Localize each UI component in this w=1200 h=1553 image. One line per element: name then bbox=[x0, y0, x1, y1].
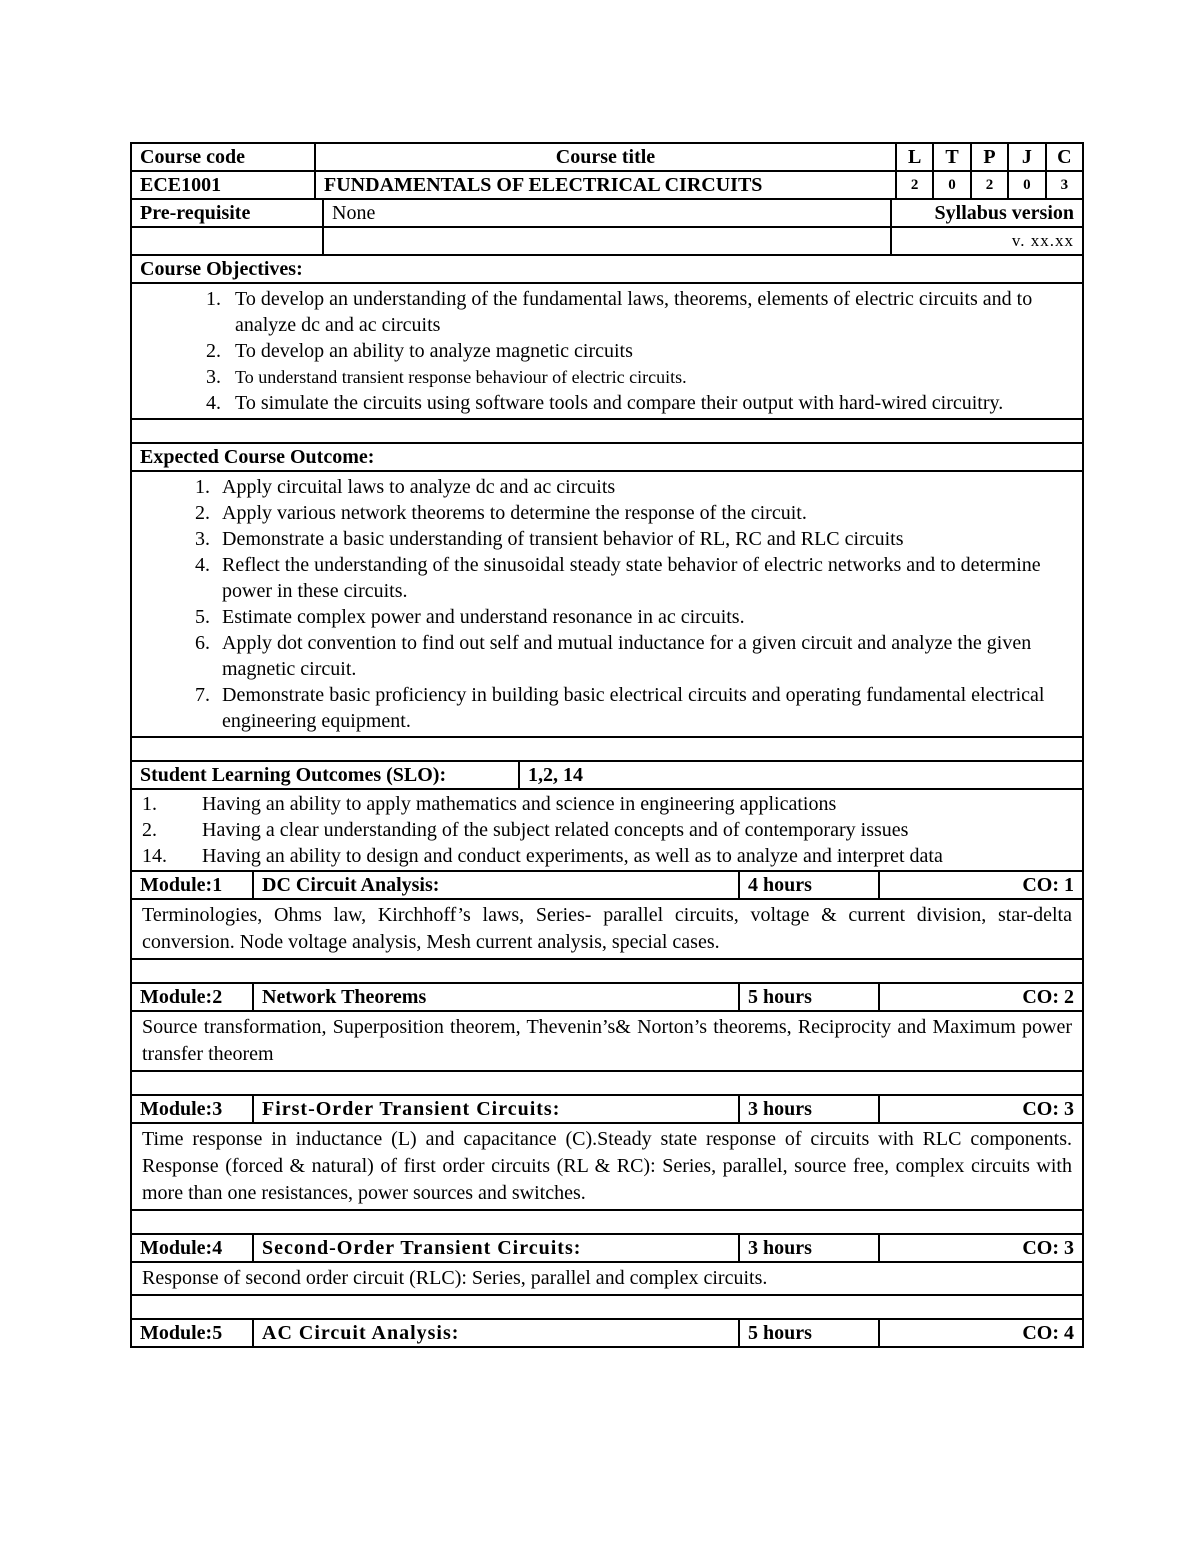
outcomes-list-row bbox=[132, 472, 1082, 738]
syllabus-table bbox=[130, 142, 1084, 1348]
objectives-list bbox=[132, 284, 1082, 418]
prerequisite-row bbox=[132, 200, 1082, 228]
empty-cell bbox=[324, 228, 892, 254]
objectives-heading-row bbox=[132, 256, 1082, 284]
slo-heading-row bbox=[132, 762, 1082, 790]
item-number: 7. bbox=[195, 684, 210, 706]
module-1-header bbox=[132, 872, 1082, 900]
module-hours: 4 hours bbox=[740, 872, 880, 898]
syllabus-version-label: Syllabus version bbox=[934, 202, 1074, 224]
empty-row bbox=[132, 1296, 1082, 1320]
outcomes-heading-row bbox=[132, 444, 1082, 472]
module-content: Response of second order circuit (RLC): Series, parallel and complex circuits. bbox=[142, 1267, 768, 1289]
module-label: Module:3 bbox=[132, 1096, 254, 1122]
item-number: 1. bbox=[206, 288, 221, 310]
module-label: Module:5 bbox=[132, 1320, 254, 1346]
empty-row bbox=[132, 738, 1082, 762]
module-hours: 5 hours bbox=[740, 984, 880, 1010]
empty-row bbox=[132, 960, 1082, 984]
version-row bbox=[132, 228, 1082, 256]
module-label: Module:1 bbox=[132, 872, 254, 898]
module-3-content-row bbox=[132, 1124, 1082, 1211]
module-title: AC Circuit Analysis: bbox=[254, 1320, 740, 1346]
module-co: CO: 1 bbox=[1022, 874, 1074, 896]
outcomes-title: Expected Course Outcome: bbox=[140, 446, 375, 468]
module-hours: 3 hours bbox=[740, 1235, 880, 1261]
item-number: 1. bbox=[195, 476, 210, 498]
module-2-content-row bbox=[132, 1012, 1082, 1072]
item-number: 3. bbox=[195, 528, 210, 550]
objectives-title: Course Objectives: bbox=[140, 258, 303, 280]
slo-list-row bbox=[132, 790, 1082, 872]
header-labels-row bbox=[132, 144, 1082, 172]
ltpjc-label-l: L bbox=[897, 144, 934, 170]
module-title: Second-Order Transient Circuits: bbox=[254, 1235, 740, 1261]
module-4-content-row bbox=[132, 1263, 1082, 1296]
slo-title: Student Learning Outcomes (SLO): bbox=[132, 762, 520, 788]
item-number: 4. bbox=[195, 554, 210, 576]
ltpjc-value-c: 3 bbox=[1060, 177, 1069, 193]
list-item bbox=[132, 390, 1074, 416]
item-number: 3. bbox=[206, 366, 221, 388]
ltpjc-labels bbox=[897, 144, 1082, 170]
ltpjc-values bbox=[897, 172, 1082, 198]
item-number: 2. bbox=[142, 819, 157, 841]
ltpjc-value-l: 2 bbox=[897, 172, 934, 198]
syllabus-version: v. xx.xx bbox=[1011, 231, 1074, 250]
item-text: Apply dot convention to find out self and mutual inductance for a given circuit and analyze the given magnetic circuit. bbox=[222, 632, 1032, 680]
item-number: 2. bbox=[206, 340, 221, 362]
list-item bbox=[132, 526, 1074, 552]
ltpjc-value-j: 0 bbox=[1009, 172, 1046, 198]
empty-row bbox=[132, 420, 1082, 444]
list-item bbox=[132, 817, 1072, 843]
item-text: To simulate the circuits using software tools and compare their output with hard-wired circuitry. bbox=[235, 392, 1004, 414]
module-4-header bbox=[132, 1235, 1082, 1263]
module-co: CO: 3 bbox=[1022, 1098, 1074, 1120]
course-code-label: Course code bbox=[132, 144, 316, 170]
item-text: To understand transient response behaviour of electric circuits. bbox=[235, 367, 687, 387]
empty-cell bbox=[132, 228, 324, 254]
list-item bbox=[132, 843, 1072, 869]
module-content: Source transformation, Superposition theorem, Thevenin’s& Norton’s theorems, Reciprocity and Maximum power transfer theorem bbox=[142, 1016, 1072, 1065]
prerequisite-value: None bbox=[324, 200, 892, 226]
slo-value: 1,2, 14 bbox=[528, 764, 583, 786]
outcomes-list bbox=[132, 472, 1082, 736]
item-text: Having an ability to design and conduct experiments, as well as to analyze and interpret data bbox=[202, 845, 943, 867]
empty-row bbox=[132, 1072, 1082, 1096]
item-text: Demonstrate a basic understanding of transient behavior of RL, RC and RLC circuits bbox=[222, 528, 904, 550]
item-number: 5. bbox=[195, 606, 210, 628]
ltpjc-label-p: P bbox=[972, 144, 1009, 170]
ltpjc-value-p: 2 bbox=[972, 172, 1009, 198]
item-text: Apply circuital laws to analyze dc and ac circuits bbox=[222, 476, 616, 498]
module-title: First-Order Transient Circuits: bbox=[254, 1096, 740, 1122]
list-item bbox=[132, 604, 1074, 630]
module-hours: 3 hours bbox=[740, 1096, 880, 1122]
course-title-label: Course title bbox=[316, 144, 897, 170]
course-code: ECE1001 bbox=[132, 172, 316, 198]
module-co: CO: 3 bbox=[1022, 1237, 1074, 1259]
item-text: Estimate complex power and understand resonance in ac circuits. bbox=[222, 606, 745, 628]
list-item bbox=[132, 474, 1074, 500]
objectives-list-row bbox=[132, 284, 1082, 420]
item-number: 4. bbox=[206, 392, 221, 414]
item-number: 14. bbox=[142, 845, 167, 867]
module-label: Module:4 bbox=[132, 1235, 254, 1261]
prerequisite-label: Pre-requisite bbox=[132, 200, 324, 226]
module-5-header bbox=[132, 1320, 1082, 1346]
list-item bbox=[132, 286, 1074, 338]
list-item bbox=[132, 630, 1074, 682]
module-hours: 5 hours bbox=[740, 1320, 880, 1346]
list-item bbox=[132, 338, 1074, 364]
list-item bbox=[132, 500, 1074, 526]
module-co: CO: 2 bbox=[1022, 986, 1074, 1008]
item-text: To develop an understanding of the fundamental laws, theorems, elements of electric circuits and to analyze dc and ac circuits bbox=[235, 288, 1033, 336]
course-info-row bbox=[132, 172, 1082, 200]
item-text: Reflect the understanding of the sinusoidal steady state behavior of electric networks and to determine power in these circuits. bbox=[222, 554, 1041, 602]
empty-row bbox=[132, 1211, 1082, 1235]
list-item bbox=[132, 791, 1072, 817]
item-text: Having a clear understanding of the subject related concepts and of contemporary issues bbox=[202, 819, 909, 841]
item-text: Apply various network theorems to determine the response of the circuit. bbox=[222, 502, 807, 524]
ltpjc-label-j: J bbox=[1009, 144, 1046, 170]
module-2-header bbox=[132, 984, 1082, 1012]
item-text: To develop an ability to analyze magnetic circuits bbox=[235, 340, 633, 362]
item-text: Having an ability to apply mathematics and science in engineering applications bbox=[202, 793, 837, 815]
item-number: 1. bbox=[142, 793, 157, 815]
module-3-header bbox=[132, 1096, 1082, 1124]
module-title: Network Theorems bbox=[254, 984, 740, 1010]
item-text: Demonstrate basic proficiency in building basic electrical circuits and operating fundamental electrical engineering equipment. bbox=[222, 684, 1045, 732]
list-item bbox=[132, 682, 1074, 734]
module-title: DC Circuit Analysis: bbox=[254, 872, 740, 898]
list-item bbox=[132, 552, 1074, 604]
module-1-content-row bbox=[132, 900, 1082, 960]
module-content: Terminologies, Ohms law, Kirchhoff’s laws, Series- parallel circuits, voltage & current division, star-delta conversion. Node voltage analysis, Mesh current analysis, special cases. bbox=[142, 904, 1072, 953]
ltpjc-value-t: 0 bbox=[934, 172, 971, 198]
ltpjc-label-c: C bbox=[1057, 146, 1072, 168]
module-label: Module:2 bbox=[132, 984, 254, 1010]
list-item bbox=[132, 364, 1074, 390]
ltpjc-label-t: T bbox=[934, 144, 971, 170]
course-title: FUNDAMENTALS OF ELECTRICAL CIRCUITS bbox=[316, 172, 897, 198]
module-co: CO: 4 bbox=[1022, 1322, 1074, 1344]
item-number: 6. bbox=[195, 632, 210, 654]
slo-list bbox=[132, 790, 1082, 870]
module-content: Time response in inductance (L) and capacitance (C).Steady state response of circuits with RLC components. Response (forced & natural) of first order circuits (RL & RC): Series, parallel, source free, complex circuits with more than one resistances, power sources and switches. bbox=[142, 1128, 1072, 1204]
item-number: 2. bbox=[195, 502, 210, 524]
